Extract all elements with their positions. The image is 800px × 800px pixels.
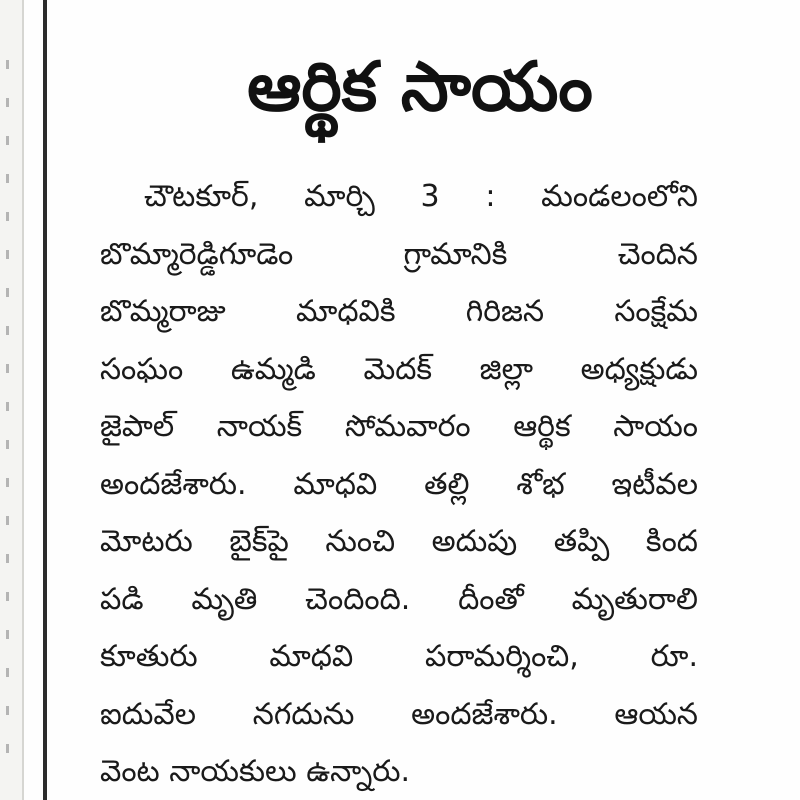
article-line: ఐదువేల నగదును అందజేశారు. ఆయన xyxy=(100,696,698,732)
article-line: మోటరు బైక్‌పై నుంచి అదుపు తప్పి కింద xyxy=(100,524,698,559)
column-edge-rule xyxy=(22,0,24,800)
column-divider-rule xyxy=(43,0,47,800)
article-line: చౌటకూర్, మార్చి 3 : మండలంలోని xyxy=(144,179,698,214)
article-line: బొమ్మారెడ్డిగూడెం గ్రామానికి చెందిన xyxy=(100,236,698,272)
article-line: వెంట నాయకులు ఉన్నారు. xyxy=(100,754,411,789)
article-line: కూతురు మాధవి పరామర్శించి, రూ. xyxy=(100,639,698,674)
adjacent-column-marks xyxy=(6,60,9,760)
article-line: జైపాల్ నాయక్ సోమవారం ఆర్థిక సాయం xyxy=(100,409,698,444)
article-line: బొమ్మరాజు మాధవికి గిరిజన సంక్షేమ xyxy=(100,294,698,329)
article-line: సంఘం ఉమ్మడి మెదక్ జిల్లా అధ్యక్షుడు xyxy=(100,351,698,387)
article-body xyxy=(100,168,698,800)
article-line: పడి మృతి చెందింది. దీంతో మృతురాలి xyxy=(100,581,698,617)
article-line: అందజేశారు. మాధవి తల్లి శోభ ఇటీవల xyxy=(100,466,698,502)
adjacent-column-strip xyxy=(0,0,22,800)
headline: ఆర్థిక సాయం xyxy=(247,48,593,127)
